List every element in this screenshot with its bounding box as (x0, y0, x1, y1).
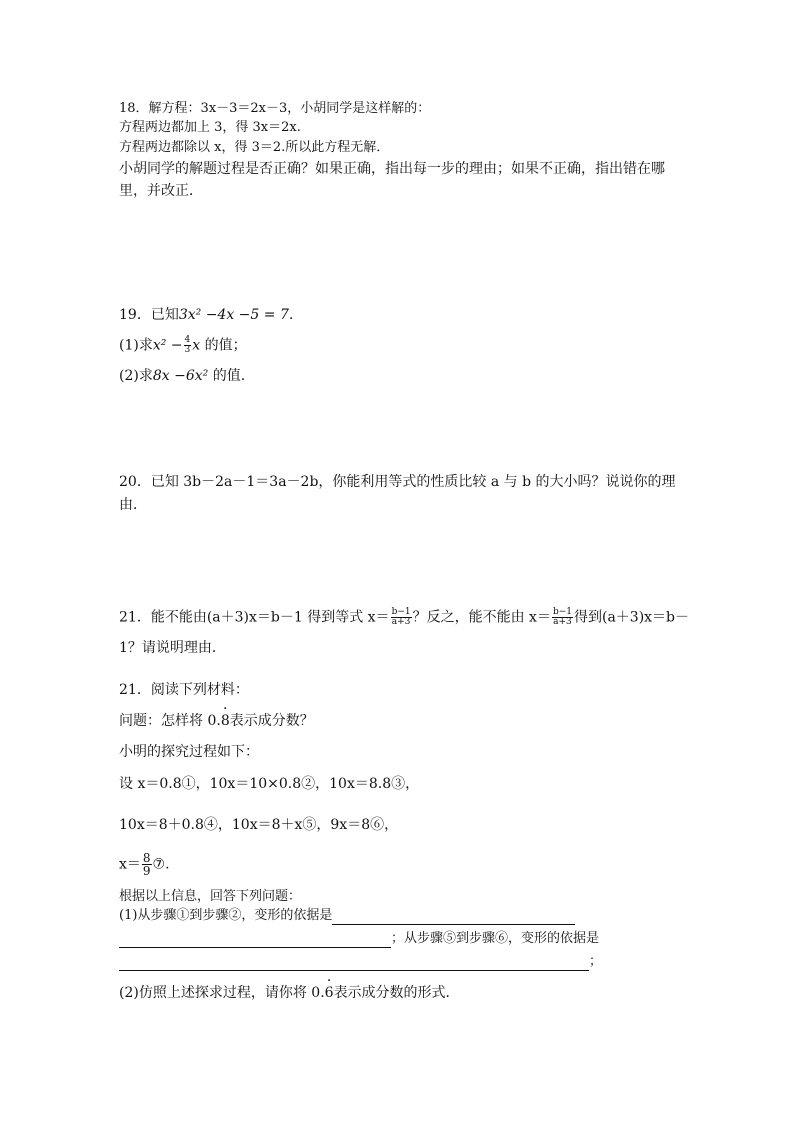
q21a-fraction-1-den: a+3 (391, 617, 411, 627)
q19-part-2 (119, 367, 245, 385)
q21b-instruction: 根据以上信息，回答下列问题： (119, 889, 302, 904)
q21b-step3-num: 8 (142, 851, 151, 865)
q21b-intro: 21．阅读下列材料： (119, 682, 249, 698)
q19-equation: 3x² −4x −5 = 7 (178, 307, 289, 323)
q21b-question-suffix: 表示成分数？ (229, 713, 314, 729)
q18-line-4: 小胡同学的解题过程是否正确？如果正确，指出每一步的理由；如果不正确，指出错在哪 (119, 161, 665, 177)
q18-line-2: 方程两边都加上 3，得 3x＝2x. (119, 120, 301, 135)
q18-line-3: 方程两边都除以 x，得 3＝2.所以此方程无解． (119, 140, 390, 155)
q19-part-2-prefix: (2)求 (119, 368, 153, 384)
q21a-fraction-2 (552, 608, 573, 627)
q21b-step3-suffix: ⑦. (152, 856, 170, 873)
q21a-fraction-2-num: b−1 (552, 607, 572, 617)
q21b-question-prefix: 问题：怎样将 0. (119, 713, 221, 729)
q19-part-1-suffix: 的值； (200, 337, 247, 354)
q19-fraction-den: 3 (184, 345, 191, 355)
q19-part-1-expr-b: x (192, 337, 201, 354)
q21a-fraction-1-num: b−1 (391, 607, 411, 617)
q21b-step3-prefix: x＝ (119, 856, 141, 873)
answer-blank-3[interactable] (119, 956, 589, 971)
q21b-sub1-end: ； (589, 954, 603, 969)
q19-label: 19．已知 (119, 307, 179, 323)
q21b-steps-1: 设 x＝0.8①，10x＝10×0.8②，10x＝8.8③， (119, 776, 420, 792)
q21b-sub1-middle: ；从步骤⑤到步骤⑥，变形的依据是 (391, 931, 600, 946)
q21b-sub2-prefix: (2)仿照上述探求过程，请你将 0. (119, 985, 325, 1001)
q21b-question (119, 712, 314, 730)
q21b-sub2 (119, 984, 460, 1002)
q21b-steps-2: 10x＝8＋0.8④，10x＝8＋x⑤，9x＝8⑥， (119, 817, 399, 833)
q21b-process: 小明的探究过程如下： (119, 744, 259, 760)
q19-part-2-expr: 8x −6x² (152, 368, 209, 384)
q21a-suffix: 得到(a＋3)x＝b－ (573, 609, 690, 626)
q21a-line-2: 1？请说明理由． (119, 640, 226, 656)
q20-line-1: 20．已知 3b－2a－1＝3a－2b，你能利用等式的性质比较 a 与 b 的大小吗？说说你的理 (119, 474, 676, 490)
q19-part-1-prefix: (1)求 (119, 337, 153, 354)
q21b-sub1-prefix: (1)从步骤①到步骤②，变形的依据是 (119, 908, 333, 923)
q19-fraction-num: 4 (184, 335, 191, 345)
q19-period: . (288, 307, 294, 323)
q21b-sub1-line-2 (119, 930, 599, 948)
q19-fraction (184, 336, 192, 355)
q19-part-1 (119, 336, 247, 355)
q19-part-1-expr-a: x² − (152, 337, 183, 354)
q21a-line-1 (119, 608, 689, 627)
q21b-steps-3 (119, 852, 170, 877)
answer-blank-2[interactable] (119, 933, 391, 948)
q19-condition (119, 306, 293, 324)
q19-part-2-suffix: 的值. (208, 368, 246, 384)
q21a-middle: ？反之，能不能由 x＝ (412, 609, 551, 626)
q18-line-5: 里，并改正． (119, 183, 203, 199)
q21a-fraction-2-den: a+3 (553, 617, 572, 627)
answer-blank-1[interactable] (332, 910, 575, 925)
q21b-sub2-suffix: 表示成分数的形式． (333, 985, 460, 1001)
q21b-sub1-line-1 (119, 907, 575, 925)
q21b-step3-fraction (142, 852, 152, 877)
q21a-fraction-1 (391, 608, 412, 627)
q21b-step3-den: 9 (142, 864, 151, 878)
q20-line-2: 由． (119, 497, 147, 513)
q21b-sub1-line-3 (119, 953, 602, 971)
q18-line-1: 18．解方程：3x－3＝2x－3，小胡同学是这样解的： (119, 101, 431, 116)
q21b-repeating-digit: · 8 (221, 712, 230, 730)
q21b-sub2-repeating-digit: · 6 (325, 984, 334, 1002)
q21a-prefix: 21．能不能由(a＋3)x＝b－1 得到等式 x＝ (119, 609, 390, 626)
